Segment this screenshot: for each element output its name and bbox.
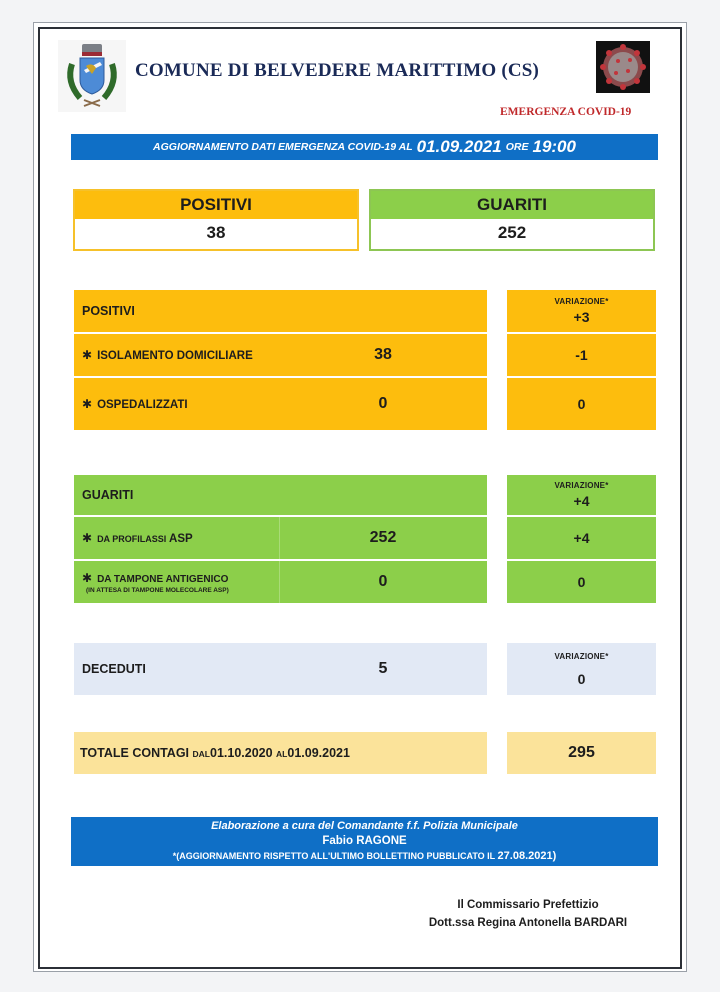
coronavirus-icon xyxy=(596,41,650,93)
asterisk-icon: ✱ xyxy=(82,570,93,585)
footer-banner xyxy=(71,817,658,866)
asterisk-icon: ✱ xyxy=(82,348,93,362)
variation-value: +3 xyxy=(573,309,590,325)
variation-header xyxy=(507,643,656,695)
totale-value: 295 xyxy=(507,732,656,774)
summary-positivi-value: 38 xyxy=(75,219,357,247)
row-value: 38 xyxy=(374,346,392,363)
row-label: ✱ ISOLAMENTO DOMICILIARE xyxy=(82,348,253,362)
variation-cell: 0 xyxy=(507,378,656,430)
signature-name: Dott.ssa Regina Antonella BARDARI xyxy=(428,917,628,929)
banner-ore-label: ORE xyxy=(505,141,529,153)
positivi-variation-table xyxy=(507,290,656,430)
summary-positivi-label: POSITIVI xyxy=(75,191,357,219)
totale-from: 01.10.2020 xyxy=(210,746,273,760)
positivi-header: POSITIVI xyxy=(82,304,135,318)
signature-role: Il Commissario Prefettizio xyxy=(457,899,599,911)
variation-value: +4 xyxy=(573,493,590,509)
footer-line1: Elaborazione a cura del Comandante f.f. Polizia Municipale xyxy=(211,820,518,832)
footer-author: Fabio RAGONE xyxy=(322,835,407,847)
table-row xyxy=(74,378,487,430)
row-value: 0 xyxy=(378,395,388,412)
totale-dal: DAL xyxy=(192,749,210,759)
summary-positivi xyxy=(73,189,359,251)
banner-prefix: AGGIORNAMENTO DATI EMERGENZA COVID-19 AL xyxy=(153,141,413,153)
asterisk-icon: ✱ xyxy=(82,397,93,411)
variation-cell: -1 xyxy=(507,334,656,378)
banner-date: 01.09.2021 xyxy=(416,137,502,156)
emergency-subtitle: EMERGENZA COVID-19 xyxy=(500,106,632,118)
variation-header xyxy=(507,290,656,334)
variation-label: VARIAZIONE* xyxy=(554,651,609,661)
summary-guariti-value: 252 xyxy=(371,219,653,247)
row-label: ✱ OSPEDALIZZATI xyxy=(82,397,188,411)
variation-cell: 0 xyxy=(507,561,656,603)
summary-guariti-label: GUARITI xyxy=(371,191,653,219)
variation-label: VARIAZIONE* xyxy=(554,481,609,490)
totale-row xyxy=(74,732,487,774)
banner-time: 19:00 xyxy=(532,137,576,156)
update-banner xyxy=(71,134,658,160)
totale-value-box xyxy=(507,732,656,774)
deceduti-label: DECEDUTI xyxy=(82,662,146,676)
table-row xyxy=(74,517,487,561)
totale-label-group xyxy=(74,746,350,760)
table-row xyxy=(74,334,487,378)
asterisk-icon: ✱ xyxy=(82,531,93,545)
row-sublabel: (IN ATTESA DI TAMPONE MOLECOLARE ASP) xyxy=(86,586,229,594)
signature xyxy=(420,896,636,932)
variation-value: 0 xyxy=(577,670,586,687)
footer-note: *(AGGIORNAMENTO RISPETTO ALL'ULTIMO BOLLETTINO PUBBLICATO IL 27.08.2021) xyxy=(172,850,557,862)
variation-header xyxy=(507,475,656,517)
variation-label: VARIAZIONE* xyxy=(554,297,609,306)
row-label: ✱ DA PROFILASSI ASP xyxy=(82,531,193,545)
totale-to: 01.09.2021 xyxy=(287,746,350,760)
guariti-header-row xyxy=(74,475,487,517)
positivi-table xyxy=(74,290,487,430)
guariti-header: GUARITI xyxy=(82,488,134,502)
row-value: 252 xyxy=(369,529,397,546)
totale-table xyxy=(74,732,487,774)
row-value: 0 xyxy=(378,573,388,590)
deceduti-row xyxy=(74,643,487,695)
guariti-variation-table xyxy=(507,475,656,603)
row-label: ✱ DA TAMPONE ANTIGENICO (IN ATTESA DI TAMPONE MOLECOLARE ASP) xyxy=(74,571,279,594)
table-row xyxy=(74,561,487,603)
totale-label: TOTALE CONTAGI xyxy=(80,746,190,760)
column-divider xyxy=(279,517,280,559)
totale-al: AL xyxy=(276,749,288,759)
deceduti-table xyxy=(74,643,487,695)
positivi-header-row xyxy=(74,290,487,334)
variation-cell: +4 xyxy=(507,517,656,561)
deceduti-variation xyxy=(507,643,656,695)
deceduti-value: 5 xyxy=(378,660,388,677)
summary-guariti xyxy=(369,189,655,251)
page-title: COMUNE DI BELVEDERE MARITTIMO (CS) xyxy=(135,60,540,81)
column-divider xyxy=(279,561,280,603)
guariti-table xyxy=(74,475,487,603)
coat-of-arms-icon xyxy=(58,40,126,112)
